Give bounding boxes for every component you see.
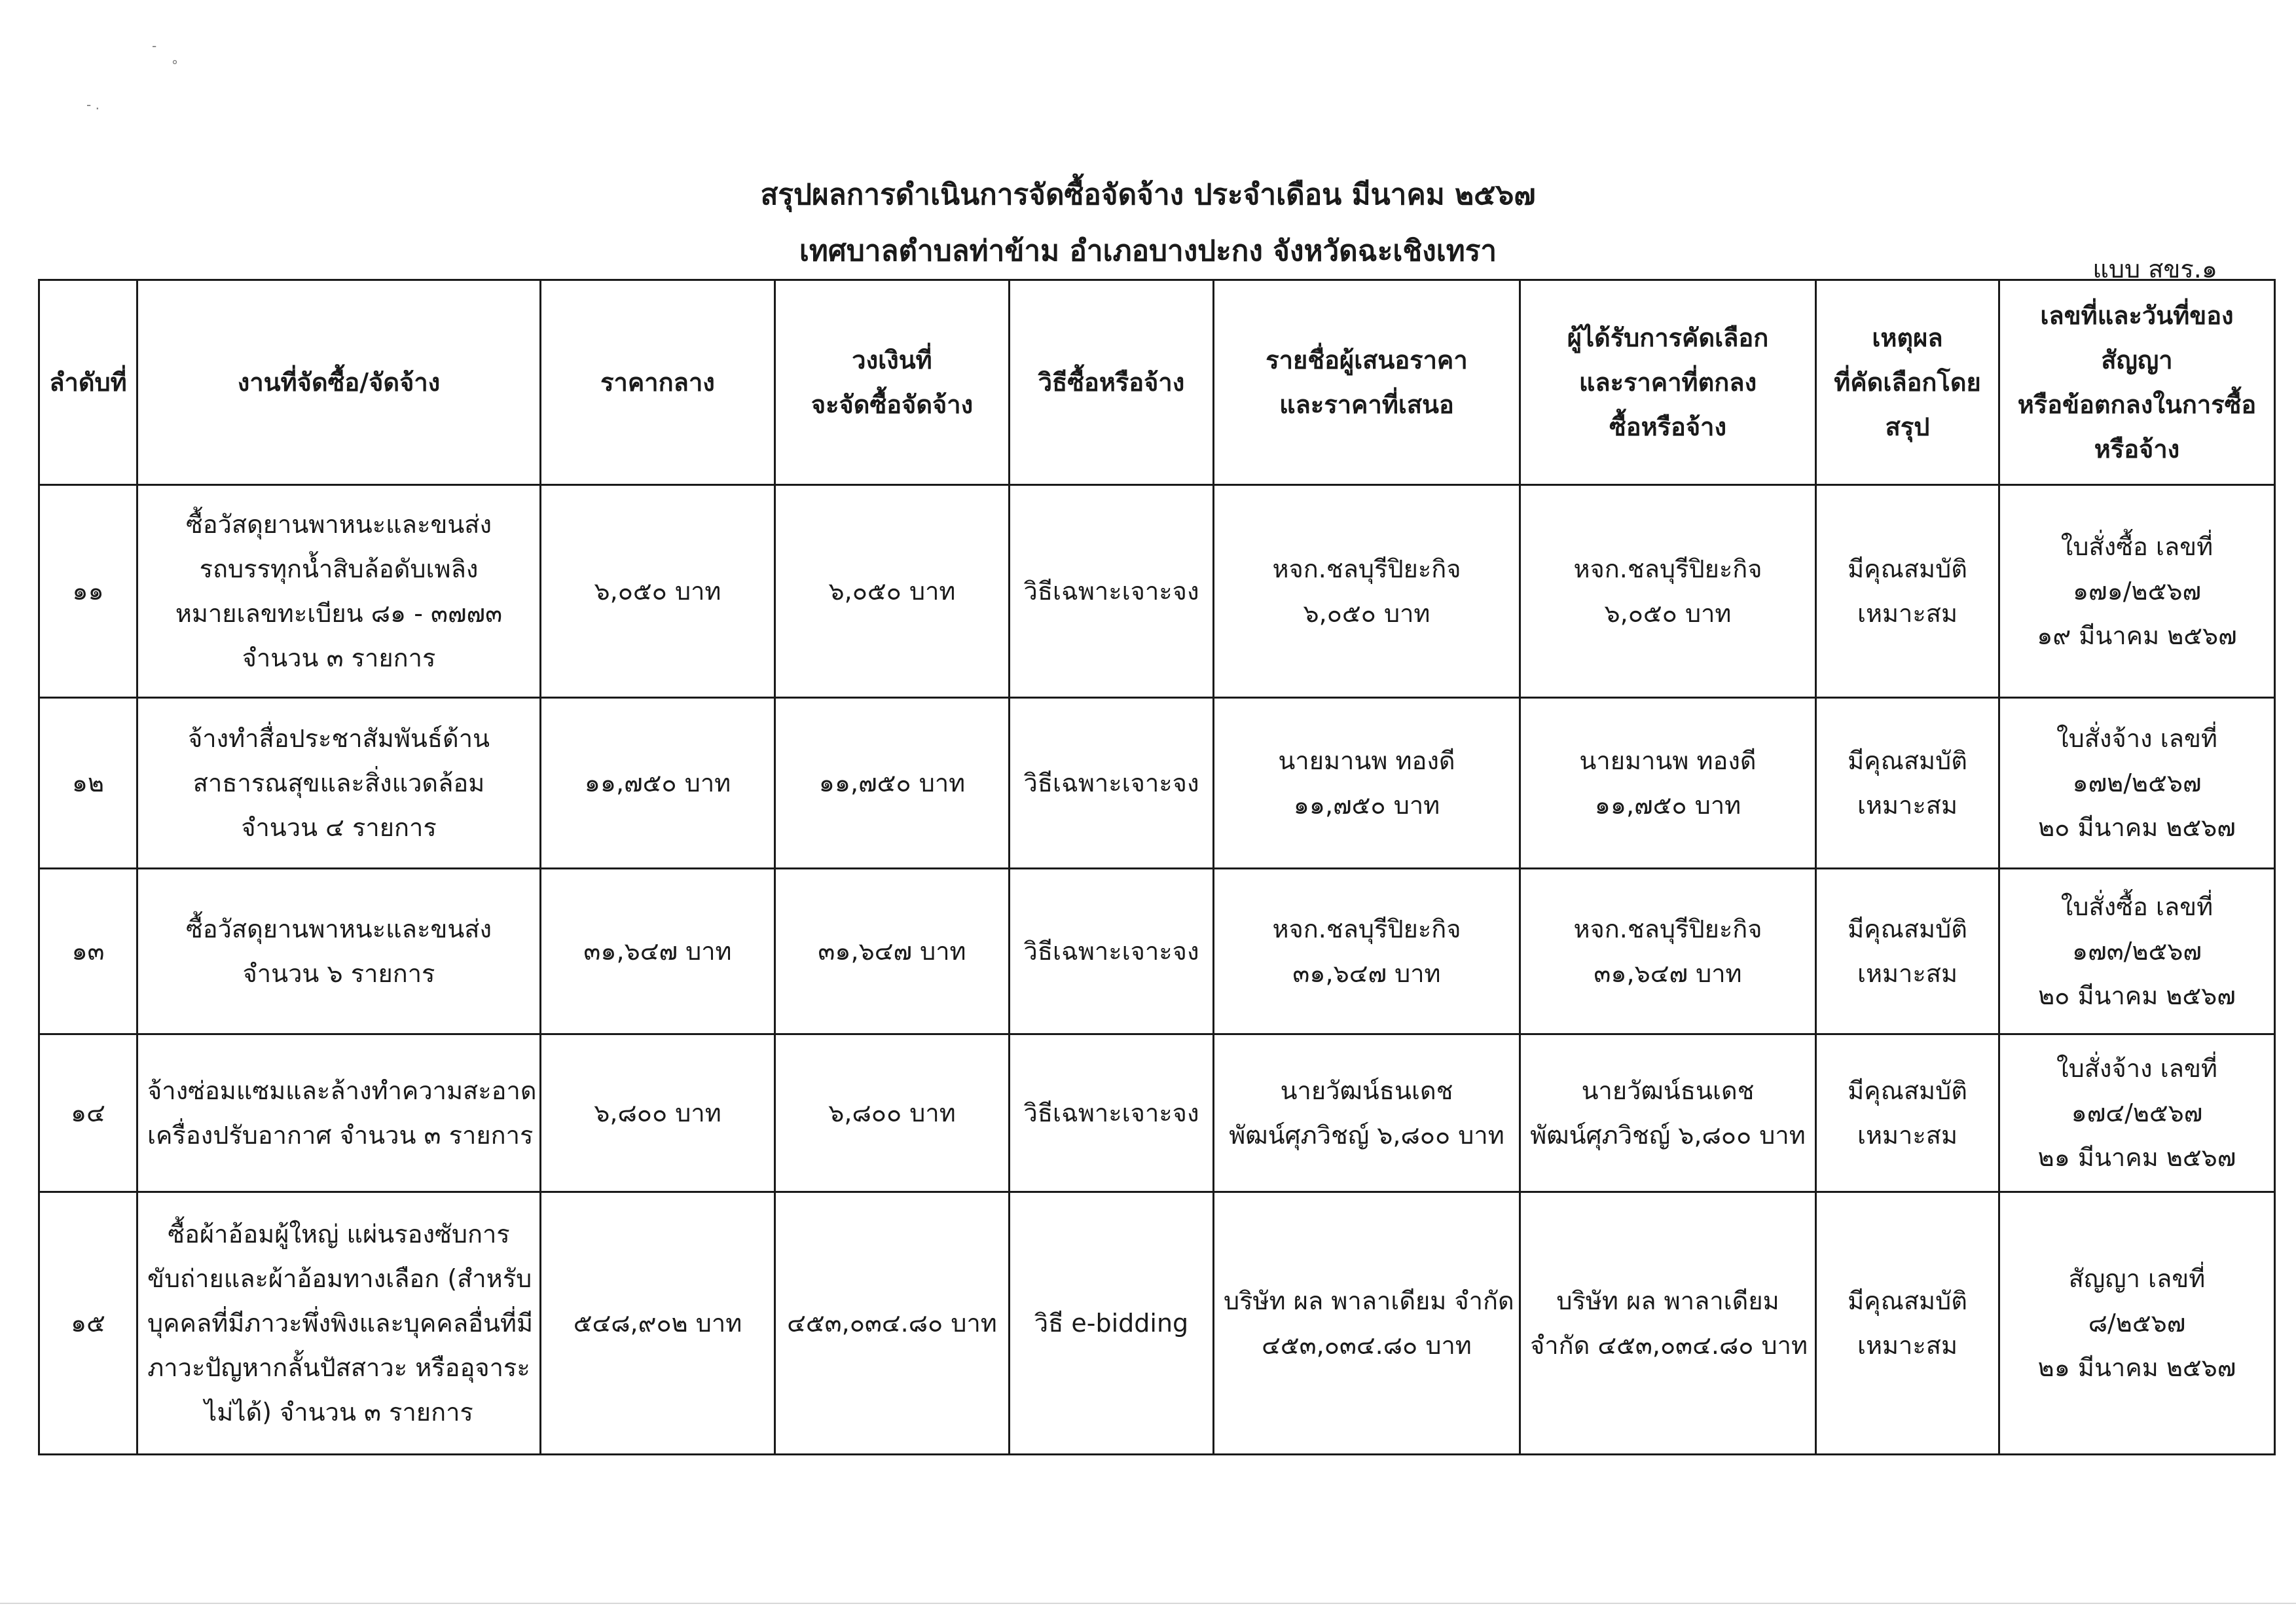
table-cell: ๖,๐๕๐ บาท bbox=[541, 485, 775, 698]
table-cell: ซื้อวัสดุยานพาหนะและขนส่ง รถบรรทุกน้ำสิบล้อดับเพลิง หมายเลขทะเบียน ๘๑ - ๓๗๗๓ จำนวน ๓ รายการ bbox=[137, 485, 541, 698]
table-cell: นายมานพ ทองดี ๑๑,๗๕๐ บาท bbox=[1520, 698, 1816, 869]
table-cell: ๓๑,๖๔๗ บาท bbox=[541, 869, 775, 1034]
table-cell: ใบสั่งจ้าง เลขที่ ๑๗๔/๒๕๖๗ ๒๑ มีนาคม ๒๕๖๗ bbox=[1999, 1034, 2275, 1192]
table-cell: สัญญา เลขที่ ๘/๒๕๖๗ ๒๑ มีนาคม ๒๕๖๗ bbox=[1999, 1192, 2275, 1455]
header-cell: วิธีซื้อหรือจ้าง bbox=[1010, 280, 1214, 485]
table-cell: ๖,๘๐๐ บาท bbox=[541, 1034, 775, 1192]
scan-speck: - . bbox=[86, 97, 100, 113]
table-cell: ใบสั่งซื้อ เลขที่ ๑๗๓/๒๕๖๗ ๒๐ มีนาคม ๒๕๖๗ bbox=[1999, 869, 2275, 1034]
scan-speck: - bbox=[152, 38, 157, 54]
table-cell: ๑๓ bbox=[39, 869, 137, 1034]
table-cell: ซื้อวัสดุยานพาหนะและขนส่ง จำนวน ๖ รายการ bbox=[137, 869, 541, 1034]
table-cell: หจก.ชลบุรีปิยะกิจ ๖,๐๕๐ บาท bbox=[1214, 485, 1520, 698]
header-row bbox=[39, 280, 2275, 485]
table-cell: วิธีเฉพาะเจาะจง bbox=[1010, 698, 1214, 869]
table-cell: ๕๔๘,๙๐๒ บาท bbox=[541, 1192, 775, 1455]
table-cell: หจก.ชลบุรีปิยะกิจ ๓๑,๖๔๗ บาท bbox=[1214, 869, 1520, 1034]
page-subtitle: เทศบาลตำบลท่าข้าม อำเภอบางปะกง จังหวัดฉะเชิงเทรา bbox=[799, 234, 1497, 268]
table-cell: มีคุณสมบัติ เหมาะสม bbox=[1816, 698, 1999, 869]
table-cell: หจก.ชลบุรีปิยะกิจ ๓๑,๖๔๗ บาท bbox=[1520, 869, 1816, 1034]
table-cell: ใบสั่งซื้อ เลขที่ ๑๗๑/๒๕๖๗ ๑๙ มีนาคม ๒๕๖๗ bbox=[1999, 485, 2275, 698]
table-cell: บริษัท ผล พาลาเดียม จำกัด ๔๕๓,๐๓๔.๘๐ บาท bbox=[1214, 1192, 1520, 1455]
table-cell: วิธีเฉพาะเจาะจง bbox=[1010, 1034, 1214, 1192]
table-cell: จ้างซ่อมแซมและล้างทำความสะอาด เครื่องปรับอากาศ จำนวน ๓ รายการ bbox=[137, 1034, 541, 1192]
table-cell: ๔๕๓,๐๓๔.๘๐ บาท bbox=[775, 1192, 1010, 1455]
table-cell: บริษัท ผล พาลาเดียม จำกัด ๔๕๓,๐๓๔.๘๐ บาท bbox=[1520, 1192, 1816, 1455]
table-cell: นายวัฒน์ธนเดช พัฒน์ศุภวิชญ์ ๖,๘๐๐ บาท bbox=[1214, 1034, 1520, 1192]
table-cell: นายมานพ ทองดี ๑๑,๗๕๐ บาท bbox=[1214, 698, 1520, 869]
table-cell: จ้างทำสื่อประชาสัมพันธ์ด้าน สาธารณสุขและสิ่งแวดล้อม จำนวน ๔ รายการ bbox=[137, 698, 541, 869]
table-cell: มีคุณสมบัติ เหมาะสม bbox=[1816, 485, 1999, 698]
page-title: สรุปผลการดำเนินการจัดซื้อจัดจ้าง ประจำเดือน มีนาคม ๒๕๖๗ bbox=[760, 178, 1536, 211]
table-cell: ๓๑,๖๔๗ บาท bbox=[775, 869, 1010, 1034]
table-cell: มีคุณสมบัติ เหมาะสม bbox=[1816, 1192, 1999, 1455]
table-row bbox=[39, 485, 2275, 698]
scan-speck: ° bbox=[172, 58, 178, 73]
table-cell: วิธี e-bidding bbox=[1010, 1192, 1214, 1455]
header-cell: ผู้ได้รับการคัดเลือก และราคาที่ตกลง ซื้อหรือจ้าง bbox=[1520, 280, 1816, 485]
table-cell: ๑๑ bbox=[39, 485, 137, 698]
table-row bbox=[39, 1192, 2275, 1455]
table-row bbox=[39, 1034, 2275, 1192]
table-cell: ซื้อผ้าอ้อมผู้ใหญ่ แผ่นรองซับการ ขับถ่ายและผ้าอ้อมทางเลือก (สำหรับ บุคคลที่มีภาวะพึ่งพิงและบุคคลอื่นที่มี ภาวะปัญหากลั้นปัสสาวะ หรืออุจาระ ไม่ได้) จำนวน ๓ รายการ bbox=[137, 1192, 541, 1455]
header-cell: งานที่จัดซื้อ/จัดจ้าง bbox=[137, 280, 541, 485]
table-row bbox=[39, 698, 2275, 869]
table-row bbox=[39, 869, 2275, 1034]
table-cell: วิธีเฉพาะเจาะจง bbox=[1010, 869, 1214, 1034]
table-cell: ๑๕ bbox=[39, 1192, 137, 1455]
header-cell: ราคากลาง bbox=[541, 280, 775, 485]
table-cell: ใบสั่งจ้าง เลขที่ ๑๗๒/๒๕๖๗ ๒๐ มีนาคม ๒๕๖๗ bbox=[1999, 698, 2275, 869]
table-cell: ๑๑,๗๕๐ บาท bbox=[541, 698, 775, 869]
table-cell: ๑๔ bbox=[39, 1034, 137, 1192]
page-bottom-edge bbox=[0, 1603, 2296, 1604]
table-cell: ๖,๐๕๐ บาท bbox=[775, 485, 1010, 698]
header-cell: เหตุผล ที่คัดเลือกโดย สรุป bbox=[1816, 280, 1999, 485]
table-cell: มีคุณสมบัติ เหมาะสม bbox=[1816, 869, 1999, 1034]
table-cell: ๖,๘๐๐ บาท bbox=[775, 1034, 1010, 1192]
form-code: แบบ สขร.๑ bbox=[2092, 255, 2217, 283]
header-cell: รายชื่อผู้เสนอราคา และราคาที่เสนอ bbox=[1214, 280, 1520, 485]
header-cell: ลำดับที่ bbox=[39, 280, 137, 485]
table-cell: วิธีเฉพาะเจาะจง bbox=[1010, 485, 1214, 698]
header-cell: เลขที่และวันที่ของ สัญญา หรือข้อตกลงในการซื้อ หรือจ้าง bbox=[1999, 280, 2275, 485]
header-cell: วงเงินที่ จะจัดซื้อจัดจ้าง bbox=[775, 280, 1010, 485]
procurement-summary-table bbox=[38, 279, 2276, 1455]
table-cell: ๑๑,๗๕๐ บาท bbox=[775, 698, 1010, 869]
table-cell: นายวัฒน์ธนเดช พัฒน์ศุภวิชญ์ ๖,๘๐๐ บาท bbox=[1520, 1034, 1816, 1192]
table-cell: หจก.ชลบุรีปิยะกิจ ๖,๐๕๐ บาท bbox=[1520, 485, 1816, 698]
table-cell: ๑๒ bbox=[39, 698, 137, 869]
table-cell: มีคุณสมบัติ เหมาะสม bbox=[1816, 1034, 1999, 1192]
